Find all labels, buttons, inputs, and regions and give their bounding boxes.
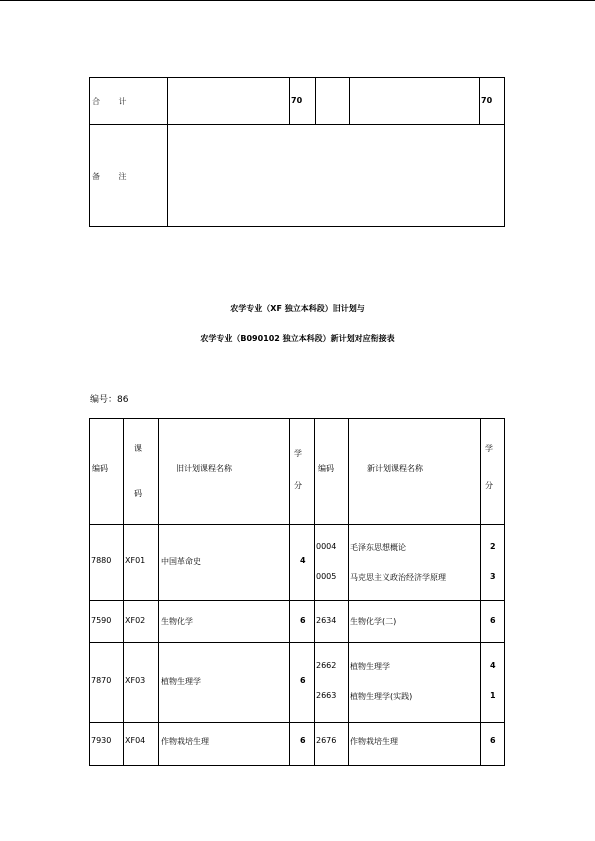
header-new-name: 新计划课程名称: [367, 464, 423, 473]
row3-old-credit: 6: [300, 676, 306, 685]
row1-old-code: 7880: [91, 556, 112, 565]
row2-new-credit: 6: [490, 616, 496, 625]
row2-new-name: 生物化学(二): [350, 617, 397, 626]
row1-new-code-2: 0005: [316, 572, 337, 581]
serial-number: 编号：86: [90, 395, 129, 405]
row4-course-code: XF04: [125, 736, 146, 745]
row2-new-code: 2634: [316, 616, 337, 625]
grid-line: [167, 78, 168, 226]
row4-old-name: 作物栽培生理: [161, 737, 209, 746]
row4-new-credit: 6: [490, 736, 496, 745]
row4-new-name: 作物栽培生理: [350, 737, 398, 746]
header-new-credit-bottom: 分: [485, 481, 493, 490]
row4-new-code: 2676: [316, 736, 337, 745]
table-grid: [89, 418, 505, 766]
row1-old-name: 中国革命史: [161, 557, 201, 566]
row2-course-code: XF02: [125, 616, 146, 625]
old-total-value: 70: [291, 96, 303, 105]
row1-course-code: XF01: [125, 556, 146, 565]
row2-old-code: 7590: [91, 616, 112, 625]
total-label: 合 计: [92, 97, 135, 106]
header-course-code-bottom: 码: [134, 489, 142, 498]
remark-label: 备 注: [92, 172, 135, 181]
header-old-credit-bottom: 分: [294, 481, 302, 490]
row2-old-name: 生物化学: [161, 617, 193, 626]
row3-new-credit-1: 4: [490, 661, 496, 670]
header-new-code: 编码: [318, 464, 334, 473]
row1-new-name-2: 马克思主义政治经济学原理: [350, 573, 446, 582]
row3-new-code-1: 2662: [316, 661, 337, 670]
row3-new-code-2: 2663: [316, 691, 337, 700]
row3-new-name-2: 植物生理学(实践): [350, 692, 413, 701]
page-top-rule: [0, 0, 595, 1]
new-total-value: 70: [481, 96, 493, 105]
row1-new-code-1: 0004: [316, 542, 337, 551]
grid-line: [315, 78, 316, 124]
grid-line: [349, 78, 350, 124]
header-new-credit-top: 学: [485, 444, 493, 453]
grid-line: [90, 124, 504, 125]
row2-old-credit: 6: [300, 616, 306, 625]
row3-old-name: 植物生理学: [161, 677, 201, 686]
row3-old-code: 7870: [91, 676, 112, 685]
row1-old-credit: 4: [300, 556, 306, 565]
row1-new-credit-1: 2: [490, 542, 496, 551]
grid-line: [479, 78, 480, 124]
mapping-table: [89, 418, 505, 766]
row4-old-credit: 6: [300, 736, 306, 745]
row1-new-name-1: 毛泽东思想概论: [350, 543, 406, 552]
header-old-credit-top: 学: [294, 449, 302, 458]
row3-new-name-1: 植物生理学: [350, 662, 390, 671]
summary-table: [89, 77, 505, 227]
doc-title-line2: 农学专业（B090102 独立本科段）新计划对应衔接表: [200, 334, 395, 343]
row1-new-credit-2: 3: [490, 572, 496, 581]
header-old-code: 编码: [92, 464, 108, 473]
row3-course-code: XF03: [125, 676, 146, 685]
header-old-name: 旧计划课程名称: [176, 464, 232, 473]
row4-old-code: 7930: [91, 736, 112, 745]
header-course-code-top: 课: [134, 444, 142, 453]
row3-new-credit-2: 1: [490, 691, 496, 700]
doc-title-line1: 农学专业（XF 独立本科段）旧计划与: [230, 304, 365, 313]
grid-line: [289, 78, 290, 124]
